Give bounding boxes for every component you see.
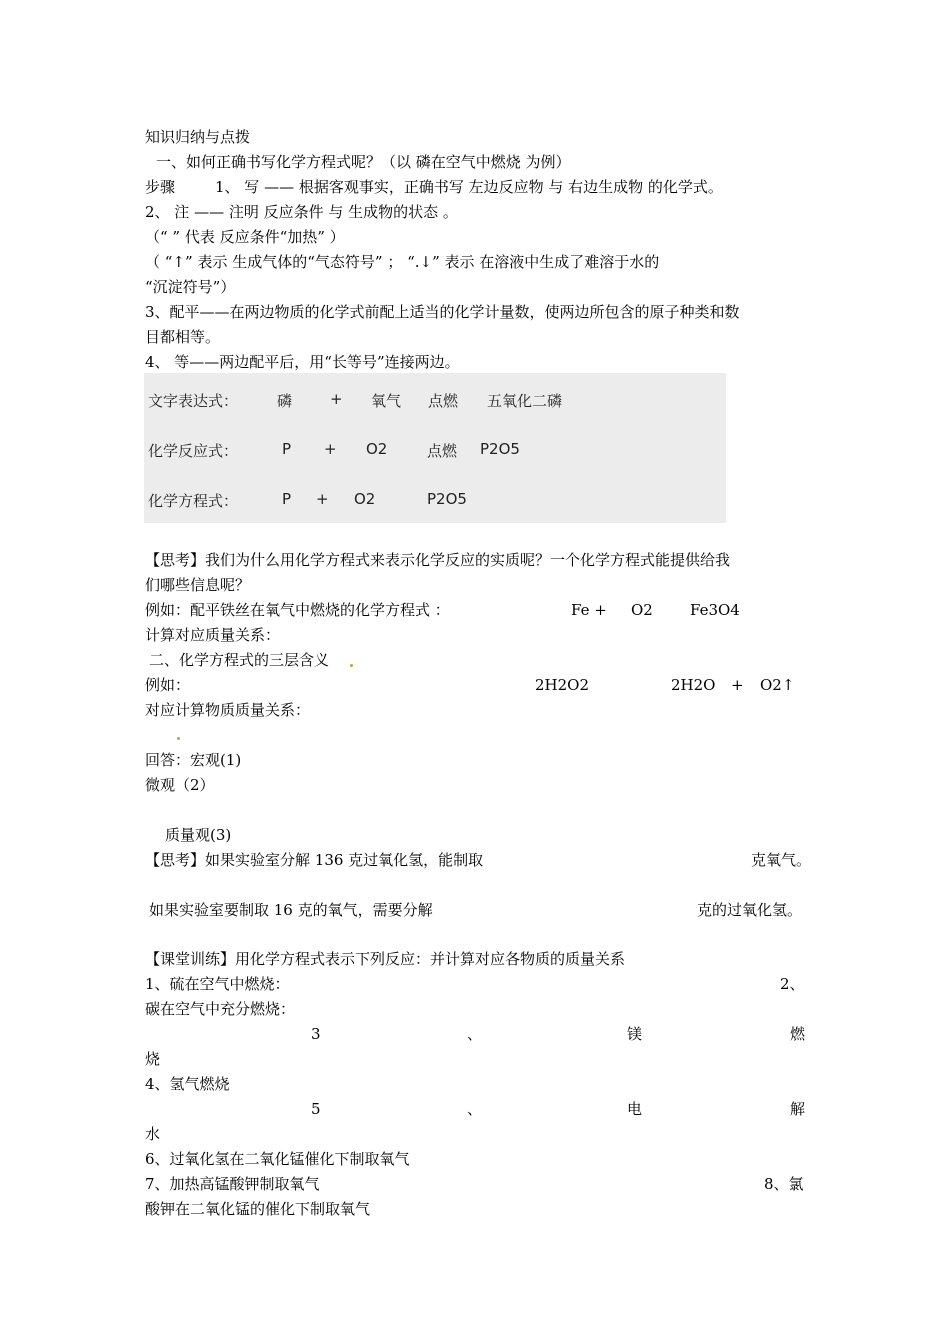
practice-item3-num: 3 — [311, 1025, 321, 1043]
practice-item3-sep: 、 — [467, 1025, 483, 1043]
row3-label: 化学方程式： — [148, 492, 239, 510]
think2-line1-right: 克氧气。 — [751, 851, 812, 869]
practice-item3-cont: 烧 — [145, 1050, 161, 1068]
practice-item3-w1: 镁 — [627, 1025, 643, 1043]
think1-fe: Fe + — [571, 601, 607, 619]
practice-item5-num: 5 — [311, 1100, 321, 1118]
section2-product1: 2H2O — [671, 676, 716, 694]
practice-item7: 7、加热高锰酸钾制取氧气 — [145, 1175, 320, 1193]
section2-micro: 微观（2） — [145, 776, 215, 794]
step3: 3、配平——在两边物质的化学式前配上适当的化学计量数，使两边所包含的原子种类和数 — [145, 303, 740, 321]
row1-label: 文字表达式： — [148, 392, 239, 410]
row2-b: O2 — [366, 440, 388, 458]
think1-line2: 们哪些信息呢？ — [145, 576, 251, 594]
practice-item5-sep: 、 — [467, 1100, 483, 1118]
section2-title: 二、化学方程式的三层含义 — [149, 651, 330, 669]
section2-answer: 回答：宏观(1) — [145, 751, 242, 769]
row1-plus: + — [330, 390, 343, 408]
section2-mass: 对应计算物质质量关系： — [145, 701, 311, 719]
row1-b: 氧气 — [371, 392, 402, 410]
practice-item8-num: 8、氯 — [764, 1175, 804, 1193]
section2-reactant: 2H2O2 — [535, 676, 590, 694]
practice-item8-cont: 酸钾在二氧化锰的催化下制取氧气 — [145, 1200, 371, 1218]
heat-note: （“ ” 代表 反应条件“加热” ） — [145, 228, 345, 246]
step3-cont: 目都相等。 — [145, 328, 221, 346]
stray-mark — [177, 737, 180, 740]
row2-label: 化学反应式： — [148, 442, 239, 460]
equation-image-panel — [144, 373, 726, 523]
row1-c: 五氧化二磷 — [487, 392, 563, 410]
section2-product2: O2↑ — [760, 676, 795, 694]
practice-item5-cont: 水 — [145, 1125, 161, 1143]
step2: 2、 注 —— 注明 反应条件 与 生成物的状态 。 — [145, 203, 458, 221]
think1-line1: 【思考】我们为什么用化学方程式来表示化学反应的实质呢？一个化学方程式能提供给我 — [145, 551, 731, 569]
gas-note-cont: “沉淀符号”） — [145, 278, 236, 296]
think2-line2-left: 如果实验室要制取 16 克的氧气，需要分解 — [149, 901, 433, 919]
practice-title: 【课堂训练】用化学方程式表示下列反应：并计算对应各物质的质量关系 — [145, 950, 626, 968]
gas-note: （ “↑” 表示 生成气体的“气态符号” ； “.↓” 表示 在溶液中生成了难溶于水的 — [145, 253, 660, 271]
row2-a: P — [282, 440, 292, 458]
section2-example: 例如： — [145, 676, 191, 694]
practice-item2-cont: 碳在空气中充分燃烧： — [145, 1000, 296, 1018]
think2-line1-left: 【思考】如果实验室分解 136 克过氧化氢，能制取 — [145, 851, 484, 869]
row3-b: O2 — [354, 490, 376, 508]
step4: 4、 等——两边配平后，用“长等号”连接两边。 — [145, 353, 460, 371]
stray-mark — [350, 664, 353, 667]
practice-item5-w1: 电 — [627, 1100, 643, 1118]
row2-c: P2O5 — [480, 440, 520, 458]
step1: 1、 写 —— 根据客观事实，正确书写 左边反应物 与 右边生成物 的化学式。 — [215, 178, 723, 196]
think2-line2-right: 克的过氧化氢。 — [697, 901, 803, 919]
step-label: 步骤 — [145, 178, 176, 196]
row2-cond: 点燃 — [427, 442, 458, 460]
think1-example: 例如：配平铁丝在氧气中燃烧的化学方程式 ： — [145, 601, 450, 619]
section1-title: 一、如何正确书写化学方程式呢？（以 磷在空气中燃烧 为例） — [156, 153, 571, 171]
section2-quant: 质量观(3) — [165, 826, 232, 844]
practice-item6: 6、过氧化氢在二氧化锰催化下制取氧气 — [145, 1150, 410, 1168]
section2-plus: + — [731, 676, 744, 694]
row3-c: P2O5 — [427, 490, 467, 508]
think1-fe3o4: Fe3O4 — [690, 601, 740, 619]
row3-plus: + — [316, 490, 329, 508]
practice-item4: 4、氢气燃烧 — [145, 1075, 230, 1093]
row1-cond: 点燃 — [428, 392, 459, 410]
heading: 知识归纳与点拨 — [145, 128, 251, 146]
practice-item3-w2: 燃 — [790, 1025, 806, 1043]
practice-item1: 1、硫在空气中燃烧： — [145, 975, 290, 993]
row2-plus: + — [324, 440, 337, 458]
practice-item5-w2: 解 — [790, 1100, 806, 1118]
think1-o2: O2 — [631, 601, 653, 619]
practice-item2-num: 2、 — [780, 975, 805, 993]
row1-a: 磷 — [277, 392, 293, 410]
row3-a: P — [282, 490, 292, 508]
think1-mass: 计算对应质量关系： — [145, 626, 281, 644]
